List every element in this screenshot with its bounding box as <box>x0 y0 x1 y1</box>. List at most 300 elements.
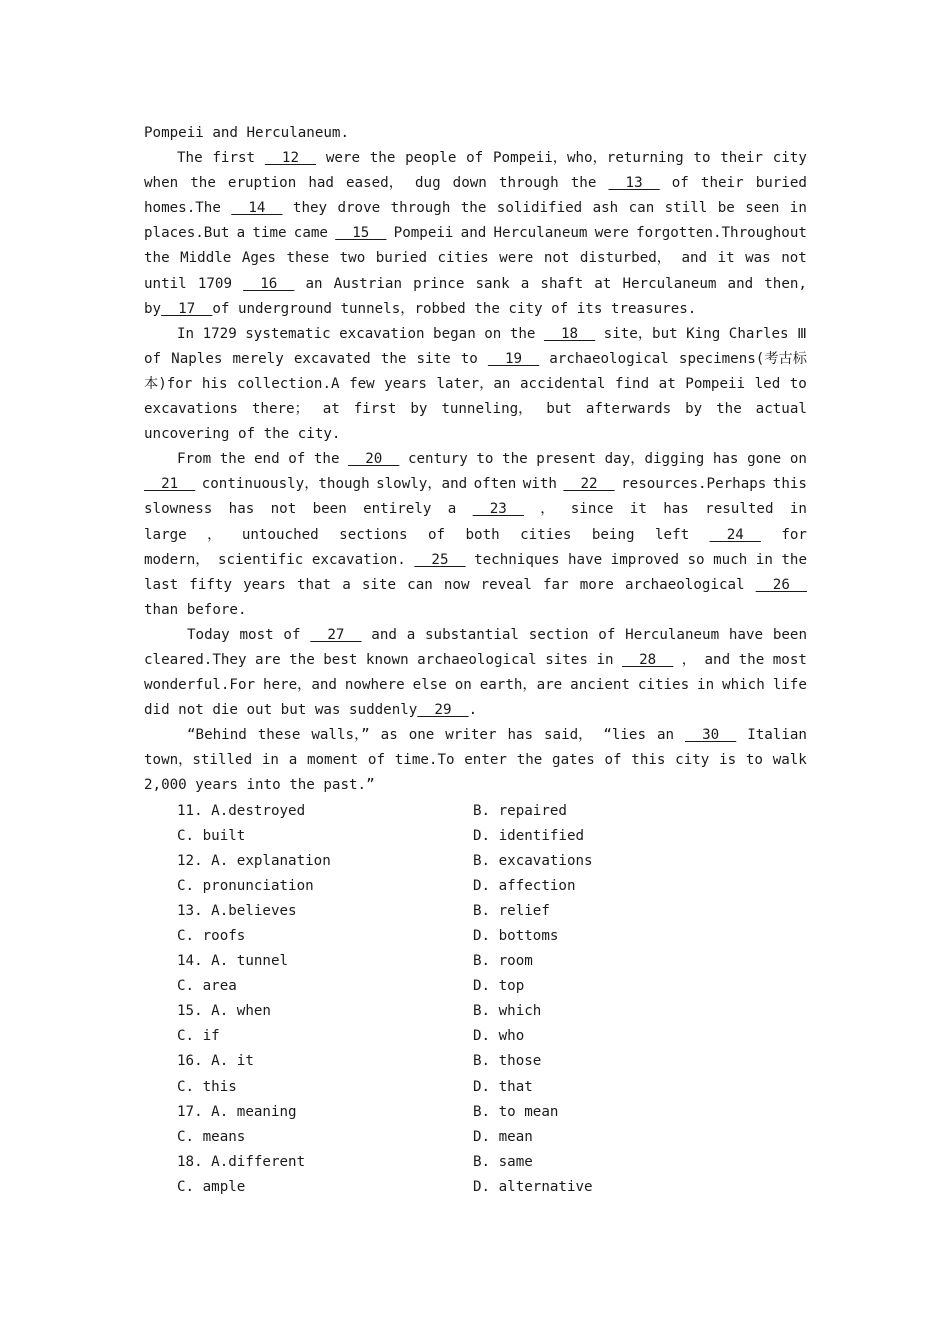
passage-word: of <box>598 626 616 643</box>
passage-word: section <box>528 626 589 643</box>
passage-word: last <box>144 576 179 593</box>
blank-25: 25 <box>414 551 466 568</box>
passage-word <box>710 523 761 548</box>
passage-word: at <box>322 401 340 418</box>
option-row <box>144 1175 807 1200</box>
option-right: D. who <box>473 1028 525 1045</box>
passage-word: sections <box>339 526 408 543</box>
passage-word: Charles <box>728 325 789 342</box>
passage-line <box>144 648 807 673</box>
passage-word: of <box>288 451 306 468</box>
passage-word: and <box>704 651 731 668</box>
passage-word: actual <box>755 401 807 418</box>
passage-word: has <box>228 501 255 518</box>
passage-word <box>243 272 294 297</box>
passage-word: 本)for <box>144 375 193 392</box>
option-row <box>144 824 807 849</box>
answer-options <box>144 799 807 1201</box>
passage-word: most <box>239 626 274 643</box>
passage-word: it <box>629 501 647 518</box>
passage-word: first <box>212 150 256 167</box>
option-left: C. this <box>177 1078 237 1095</box>
passage-word: the <box>144 250 170 267</box>
passage-word: had <box>308 175 334 192</box>
passage-word: wonderful.For <box>144 677 256 694</box>
blank-28: 28 <box>622 651 674 668</box>
passage-word: his <box>201 375 228 392</box>
passage-word: day，digging <box>604 451 705 468</box>
passage-word: was <box>745 250 771 267</box>
passage-word: town，stilled <box>144 752 253 769</box>
passage-word: slowness <box>144 501 213 518</box>
option-row <box>144 899 807 924</box>
passage-word: moment <box>306 752 359 769</box>
passage-word: of <box>604 752 622 769</box>
passage-word: to <box>693 150 711 167</box>
passage-word: slowly，and <box>376 476 468 493</box>
passage-word: city <box>772 150 807 167</box>
passage-word: of <box>671 175 689 192</box>
option-right: B. excavations <box>473 852 593 869</box>
option-row <box>144 1049 807 1074</box>
passage-line <box>144 121 807 146</box>
passage-word: of <box>427 526 446 543</box>
passage-word: later，an <box>436 375 511 392</box>
blank-22: 22 <box>563 476 615 493</box>
passage-word <box>544 322 595 347</box>
passage-line <box>144 422 807 447</box>
passage-word: homes.The <box>144 200 221 217</box>
passage-word: being <box>591 526 635 543</box>
passage-word: be <box>717 200 735 217</box>
passage-word: for <box>781 526 807 543</box>
option-left: C. means <box>177 1128 246 1145</box>
passage-word: by 17 of underground tunnels，robbed the city of its treasures. <box>144 297 696 322</box>
passage-word: Ages <box>241 250 276 267</box>
option-row <box>144 1100 807 1125</box>
passage-word: reveal <box>480 576 532 593</box>
passage-word: forgotten.Throughout <box>636 225 807 242</box>
passage-word: began <box>433 325 476 342</box>
passage-word: untouched <box>241 526 319 543</box>
passage-word <box>563 472 614 497</box>
passage-word: as <box>380 727 398 744</box>
passage-word: much <box>713 551 748 568</box>
passage-word: a <box>447 501 457 518</box>
passage-word: and <box>727 275 754 292</box>
passage-word: excavation. <box>311 551 406 568</box>
passage-word: ， <box>540 501 555 518</box>
passage-word: Pompeii <box>393 225 454 242</box>
option-right: D. alternative <box>473 1178 593 1195</box>
passage-word: the <box>460 200 487 217</box>
option-row <box>144 974 807 999</box>
passage-word: said， <box>544 727 593 744</box>
passage-word: resulted <box>705 501 774 518</box>
passage-word: Herculaneum <box>625 626 720 643</box>
blank-12: 12 <box>264 150 317 167</box>
passage-word: improved <box>610 551 680 568</box>
passage-word: systematic <box>245 325 331 342</box>
passage-word: on <box>789 451 807 468</box>
passage-word: prince <box>413 275 465 292</box>
passage-line <box>144 548 807 573</box>
passage-line <box>144 196 807 221</box>
passage-word: the <box>516 752 543 769</box>
passage-word: dug <box>414 175 441 192</box>
passage-word <box>310 623 361 648</box>
passage-word: were <box>499 250 534 267</box>
option-left: C. ample <box>177 1178 246 1195</box>
option-left: 17. A. meaning <box>177 1103 297 1120</box>
passage-word: solidified <box>496 200 583 217</box>
passage-word: present <box>536 451 597 468</box>
passage-word: nowhere <box>344 677 405 694</box>
passage-word <box>348 447 399 472</box>
blank-30: 30 <box>685 727 737 744</box>
passage-line <box>144 497 807 522</box>
passage-word: places.But <box>144 225 230 242</box>
passage-word: ， <box>207 526 222 543</box>
passage-word: their <box>700 175 744 192</box>
passage-word: to <box>745 752 763 769</box>
passage-word: years <box>243 576 286 593</box>
passage-word: walls，” <box>311 727 370 744</box>
passage-word: techniques <box>474 551 560 568</box>
passage-line <box>144 246 807 271</box>
passage-word: fifty <box>189 576 232 593</box>
blank-23: 23 <box>472 501 524 518</box>
option-left: 12. A. explanation <box>177 852 331 869</box>
option-right: D. affection <box>473 877 576 894</box>
passage-line <box>144 673 807 698</box>
passage-word: life <box>772 677 807 694</box>
passage-word: the <box>190 175 216 192</box>
passage-word: of <box>283 626 301 643</box>
passage-word: collection.A <box>237 375 340 392</box>
passage-word: at <box>594 275 612 292</box>
passage-word: city <box>675 752 710 769</box>
passage-line <box>144 347 807 372</box>
passage-word: the <box>219 451 246 468</box>
passage-word: there； <box>251 401 309 418</box>
passage-word: Pompeii，who，returning <box>492 150 684 167</box>
passage-word: an <box>305 275 323 292</box>
passage-line <box>144 447 807 472</box>
passage-word: specimens(考古标 <box>678 350 807 367</box>
passage-word: uncovering of the city. <box>144 426 341 443</box>
option-left: 16. A. it <box>177 1053 254 1070</box>
passage-word: a <box>236 225 246 242</box>
passage-word: a <box>342 576 351 593</box>
passage-line <box>144 372 807 397</box>
passage-word: years <box>384 375 427 392</box>
option-left: C. roofs <box>177 928 246 944</box>
passage-word: 2,000 years into the past.” <box>144 777 375 794</box>
option-left: C. area <box>177 978 237 995</box>
passage-word: “Behind <box>187 727 247 744</box>
option-left: C. pronunciation <box>177 877 314 894</box>
passage-word: enter <box>464 752 507 769</box>
passage-line <box>144 598 807 623</box>
passage-word: Austrian <box>333 275 403 292</box>
passage-word: two <box>339 250 366 267</box>
passage-word: and <box>460 225 487 242</box>
option-right: B. room <box>473 953 533 970</box>
passage-word: have <box>728 626 764 643</box>
passage-word: here，and <box>262 677 337 694</box>
blank-16: 16 <box>243 275 295 292</box>
passage-word: time.To <box>394 752 455 769</box>
passage-word: on <box>454 677 472 694</box>
passage-word: From <box>177 451 212 468</box>
passage-word: of <box>144 350 162 367</box>
passage-word: been <box>312 501 347 518</box>
passage-word: excavated <box>293 350 371 367</box>
passage-word: century <box>407 451 468 468</box>
passage-word: both <box>465 526 500 543</box>
passage-line <box>144 523 807 548</box>
passage-word: continuously，though <box>201 476 370 493</box>
passage-word: is <box>719 752 737 769</box>
option-right: D. bottoms <box>473 928 559 944</box>
passage-word: ancient <box>570 677 630 694</box>
passage-word <box>335 221 386 246</box>
passage-word: best <box>323 651 358 668</box>
passage-word: but <box>546 401 572 418</box>
passage-word: buried <box>755 175 807 192</box>
passage-word: a <box>520 275 530 292</box>
passage-line <box>144 698 807 723</box>
passage-word: the <box>570 175 597 192</box>
passage-word: through <box>390 200 451 217</box>
passage-word: a <box>406 626 416 643</box>
passage-word: been <box>772 626 807 643</box>
passage-word: most <box>772 651 807 668</box>
option-row <box>144 949 807 974</box>
passage-word: these <box>286 250 330 267</box>
passage-word: In <box>177 325 195 342</box>
passage-word: through <box>498 175 559 192</box>
passage-word: in <box>755 551 773 568</box>
passage-word: Naples <box>171 350 223 367</box>
passage-word: the <box>369 150 396 167</box>
passage-word: shaft <box>540 275 584 292</box>
passage-word: has <box>663 501 689 518</box>
passage-word: by <box>685 401 703 418</box>
passage-word: tunneling， <box>441 401 533 418</box>
passage-word: in <box>789 200 807 217</box>
option-right: D. mean <box>473 1128 533 1145</box>
option-left: 18. A.different <box>177 1153 306 1170</box>
passage-line <box>144 397 807 422</box>
passage-word: Ⅲ <box>797 325 807 342</box>
passage-word: Today <box>187 626 230 643</box>
blank-21: 21 <box>144 476 196 493</box>
passage-word: it <box>717 250 735 267</box>
passage-word: large <box>144 526 187 543</box>
option-left: 14. A. tunnel <box>177 953 289 970</box>
passage-word: not <box>270 501 297 518</box>
passage-word: has <box>712 451 739 468</box>
passage-word: accidental <box>520 375 606 392</box>
passage-word: when <box>144 175 179 192</box>
passage-word <box>608 171 659 196</box>
passage <box>144 121 807 799</box>
passage-word: an <box>656 727 675 744</box>
passage-word: Middle <box>180 250 232 267</box>
passage-word: so <box>687 551 705 568</box>
passage-word: Herculaneum <box>493 225 588 242</box>
passage-word: disturbed， <box>579 250 671 267</box>
passage-word: the <box>781 551 807 568</box>
passage-word: has <box>507 727 534 744</box>
passage-word <box>414 548 465 573</box>
passage-line <box>144 723 807 748</box>
passage-word: scientific <box>217 551 304 568</box>
option-left: 13. A.believes <box>177 902 297 919</box>
passage-word: entirely <box>363 501 432 518</box>
passage-word: can <box>628 200 655 217</box>
passage-word: to <box>789 375 807 392</box>
passage-word: down <box>452 175 487 192</box>
blank-14: 14 <box>231 200 283 217</box>
passage-word: Pompeii and Herculaneum. <box>144 125 349 141</box>
blank-20: 20 <box>348 451 400 468</box>
passage-word: of <box>466 150 484 167</box>
passage-word: and <box>371 626 397 643</box>
option-row <box>144 999 807 1024</box>
passage-word: can <box>407 576 433 593</box>
passage-word: in <box>596 651 614 668</box>
option-row <box>144 849 807 874</box>
passage-word: sites <box>545 651 588 668</box>
passage-word: not <box>781 250 807 267</box>
passage-word: since <box>570 501 614 518</box>
passage-word: gone <box>747 451 782 468</box>
passage-word: eased， <box>346 175 403 192</box>
passage-word: excavations <box>144 401 238 418</box>
passage-line <box>144 623 807 648</box>
blank-26: 26 <box>755 576 807 593</box>
passage-word: still <box>664 200 708 217</box>
passage-word: than before. <box>144 601 247 618</box>
passage-word: the <box>509 325 536 342</box>
passage-word: excavation <box>339 325 425 342</box>
passage-word: people <box>405 150 457 167</box>
option-right: B. to mean <box>473 1103 559 1120</box>
passage-word: this <box>631 752 666 769</box>
passage-word: which <box>722 677 765 694</box>
passage-word: cities <box>637 677 690 694</box>
passage-word: buried <box>375 250 427 267</box>
passage-word: the <box>502 451 528 468</box>
passage-word: The <box>177 150 203 167</box>
passage-word: until <box>144 275 187 292</box>
passage-word: substantial <box>425 626 519 643</box>
passage-word <box>756 573 807 598</box>
passage-word: to <box>460 350 478 367</box>
passage-line <box>144 297 807 322</box>
passage-word: on <box>484 325 502 342</box>
option-row <box>144 924 807 949</box>
passage-word: have <box>568 551 603 568</box>
passage-word: their <box>720 150 763 167</box>
passage-word: archaeological <box>625 576 745 593</box>
option-row <box>144 799 807 824</box>
passage-word: sank <box>475 275 510 292</box>
passage-word: now <box>443 576 470 593</box>
passage-word: and <box>681 250 708 267</box>
passage-word: site <box>416 350 451 367</box>
passage-word: seen <box>745 200 780 217</box>
blank-29: 29 <box>417 702 469 719</box>
option-right: B. relief <box>473 902 550 919</box>
blank-15: 15 <box>335 225 387 242</box>
option-right: D. top <box>473 978 525 995</box>
passage-word: “lies <box>603 727 647 744</box>
passage-word: these <box>257 727 301 744</box>
passage-word: site，but <box>603 325 678 342</box>
passage-word: ash <box>592 200 619 217</box>
passage-word: were <box>325 150 361 167</box>
passage-word: first <box>353 401 397 418</box>
option-left: 15. A. when <box>177 1003 271 1020</box>
passage-word: the <box>289 651 315 668</box>
passage-word: this <box>772 476 807 493</box>
option-right: B. which <box>473 1003 542 1020</box>
passage-word <box>488 347 539 372</box>
option-row <box>144 1075 807 1100</box>
option-row <box>144 1024 807 1049</box>
passage-word: eruption <box>227 175 297 192</box>
passage-word: did not die out but was suddenly 29 . <box>144 698 477 723</box>
option-row <box>144 1150 807 1175</box>
passage-word: were <box>594 225 629 242</box>
passage-line <box>144 573 807 598</box>
passage-word: at <box>658 375 676 392</box>
passage-word: cities <box>520 526 572 543</box>
passage-word: ， <box>681 651 696 668</box>
passage-word: one <box>408 727 435 744</box>
cloze-document <box>144 121 807 1200</box>
blank-27: 27 <box>310 626 362 643</box>
option-left: C. built <box>177 827 246 844</box>
passage-word: else <box>412 677 447 694</box>
passage-word: drove <box>337 200 381 217</box>
passage-line <box>144 472 807 497</box>
passage-word: known <box>365 651 409 668</box>
passage-word: few <box>349 375 375 392</box>
passage-word: archaeological <box>549 350 669 367</box>
passage-word: with <box>522 476 557 493</box>
passage-word <box>231 196 282 221</box>
passage-word: time <box>252 225 287 242</box>
passage-word: writer <box>445 727 497 744</box>
passage-word: of <box>367 752 386 769</box>
passage-word <box>622 648 673 673</box>
passage-word: Italian <box>747 727 807 744</box>
passage-word: led <box>754 375 781 392</box>
passage-word: cities <box>437 250 489 267</box>
passage-word: merely <box>232 350 284 367</box>
passage-word: afterwards <box>585 401 672 418</box>
blank-24: 24 <box>709 526 761 543</box>
passage-word: gates <box>552 752 595 769</box>
passage-word: resources.Perhaps <box>621 476 767 493</box>
passage-word: find <box>614 375 650 392</box>
passage-word: archaeological <box>417 651 537 668</box>
